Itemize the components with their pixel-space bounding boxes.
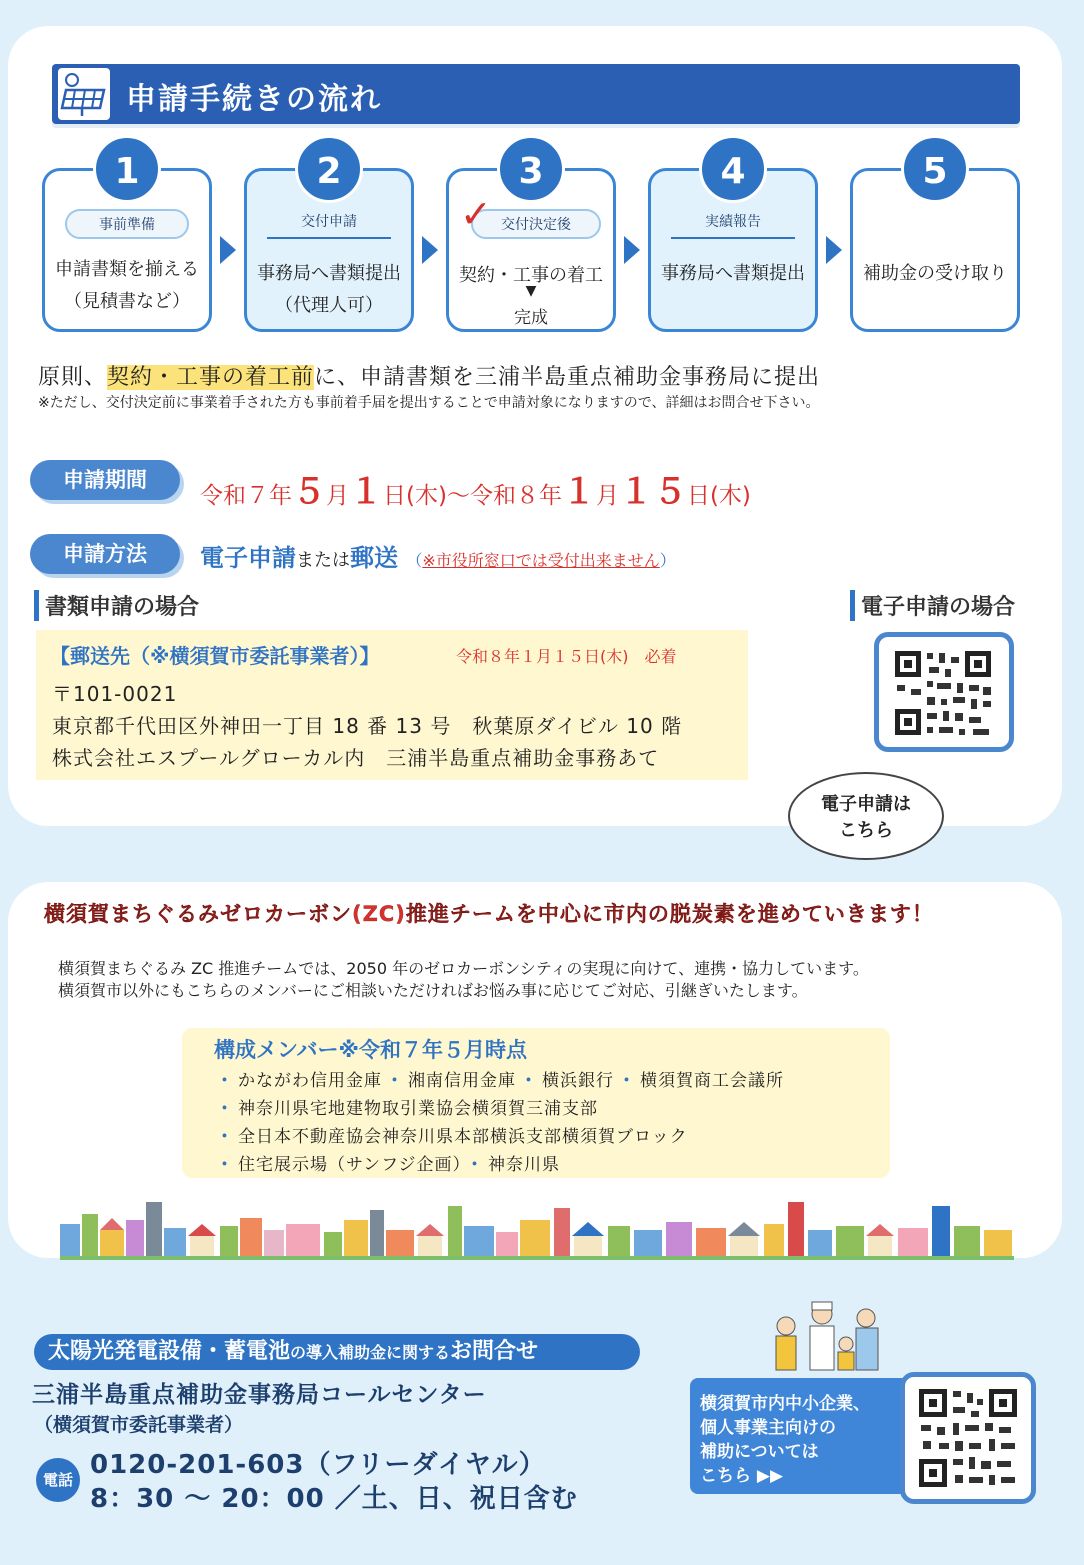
step-5 [850, 151, 1020, 332]
zip-code: 〒101-0021 [52, 682, 178, 706]
speech-bubble: 電子申請は こちら [788, 772, 944, 860]
step-text: 契約・工事の着工 [459, 265, 603, 286]
townscape-illustration [60, 1200, 1014, 1260]
step-text-sub: （見積書など） [64, 291, 190, 312]
zc-body-line: 横須賀市以外にもこちらのメンバーにご相談いただければお悩み事に応じてご対応、引継ぎいたします。 [58, 981, 808, 1000]
zc-body-line: 横須賀まちぐるみ ZC 推進チームでは、2050 年のゼロカーボンシティの実現に向けて、連携・協力しています。 [58, 959, 869, 978]
arrow-right-icon [422, 236, 438, 264]
step-number: 5 [901, 135, 969, 203]
step-tag: 交付決定後 [471, 209, 601, 239]
application-period: 令和７年５月１日(木)〜令和８年１月１５日(木) [200, 472, 751, 512]
solar-panel-icon [58, 68, 110, 120]
qr-code-sme[interactable] [900, 1372, 1036, 1504]
step-number: 4 [699, 135, 767, 203]
step-number: 1 [93, 135, 161, 203]
member-row: ・ 全日本不動産協会神奈川県本部横浜支部横須賀ブロック [216, 1127, 688, 1147]
phone-number[interactable]: 0120-201-603（フリーダイヤル） [90, 1450, 546, 1480]
members-box [182, 1028, 890, 1178]
step-text-sub: 完成 [514, 308, 548, 328]
step-4 [648, 151, 818, 332]
step-text: 申請書類を揃える [55, 259, 199, 280]
member-row: ・ 神奈川県宅地建物取引業協会横須賀三浦支部 [216, 1099, 598, 1119]
step-1 [42, 151, 212, 332]
period-badge: 申請期間 [30, 460, 180, 500]
section-header [52, 64, 1020, 124]
page-title: 申請手続きの流れ [126, 82, 382, 117]
arrow-right-icon [826, 236, 842, 264]
mail-deadline: 令和８年１月１５日(木) 必着 [456, 647, 677, 666]
address: 東京都千代田区外神田一丁目 18 番 13 号 秋葉原ダイビル 10 階 [52, 714, 683, 738]
step-tag: 交付申請 [247, 211, 411, 239]
qr-code-electronic[interactable] [874, 632, 1014, 752]
method-badge: 申請方法 [30, 534, 180, 574]
step-tag: 実績報告 [651, 211, 815, 239]
highlight-text: 契約・工事の着工前 [107, 365, 315, 390]
call-center-sub: （横須賀市委託事業者） [34, 1414, 244, 1436]
arrow-right-icon [624, 236, 640, 264]
step-text: 事務局へ書類提出 [257, 263, 401, 284]
checkmark-icon: ✓ [460, 192, 492, 236]
application-method: 電子申請または郵送 （※市役所窓口では受付出来ません） [200, 544, 676, 572]
member-row: ・ 住宅展示場（サンフジ企画） ・ 神奈川県 [216, 1155, 560, 1175]
contact-title: 太陽光発電設備・蓄電池の導入補助金に関するお問合せ [34, 1334, 640, 1370]
people-illustration [766, 1298, 896, 1378]
phone-label-badge: 電話 [36, 1458, 80, 1502]
recipient: 株式会社エスプールグローカル内 三浦半島重点補助金事務あて [52, 746, 660, 770]
down-arrow-icon: ▼ [525, 283, 537, 299]
step-text: 補助金の受け取り [863, 263, 1007, 284]
step-number: 3 [497, 135, 565, 203]
paper-section-title: 書類申請の場合 [34, 590, 199, 621]
zc-title: 横須賀まちぐるみゼロカーボン(ZC)推進チームを中心に市内の脱炭素を進めていきます！ [44, 902, 934, 926]
business-hours: 8：30 〜 20：00 ／土、日、祝日含む [90, 1484, 578, 1514]
step-text: 事務局へ書類提出 [661, 263, 805, 284]
step-text-sub: （代理人可） [275, 295, 383, 316]
arrow-right-icon [220, 236, 236, 264]
mail-address-box [36, 630, 748, 780]
call-center-name: 三浦半島重点補助金事務局コールセンター [32, 1382, 487, 1408]
sub-note: ※ただし、交付決定前に事業着手された方も事前着手届を提出することで申請対象になりますので、詳細はお問合せ下さい。 [38, 395, 820, 411]
main-note: 原則、契約・工事の着工前に、申請書類を三浦半島重点補助金事務局に提出 [38, 365, 821, 390]
member-row: ・ かながわ信用金庫 ・ 湘南信用金庫 ・ 横浜銀行 ・ 横須賀商工会議所 [216, 1071, 784, 1091]
sme-subsidy-link[interactable]: 横須賀市内中小企業、 個人事業主向けの 補助については こちら ▶▶ [690, 1378, 910, 1494]
mail-heading: 【郵送先（※横須賀市委託事業者）】 [50, 644, 380, 668]
step-tag: 事前準備 [65, 209, 189, 239]
members-title: 構成メンバー※令和７年５月時点 [214, 1038, 527, 1062]
electronic-section-title: 電子申請の場合 [850, 590, 1015, 621]
step-number: 2 [295, 135, 363, 203]
step-2 [244, 151, 414, 332]
